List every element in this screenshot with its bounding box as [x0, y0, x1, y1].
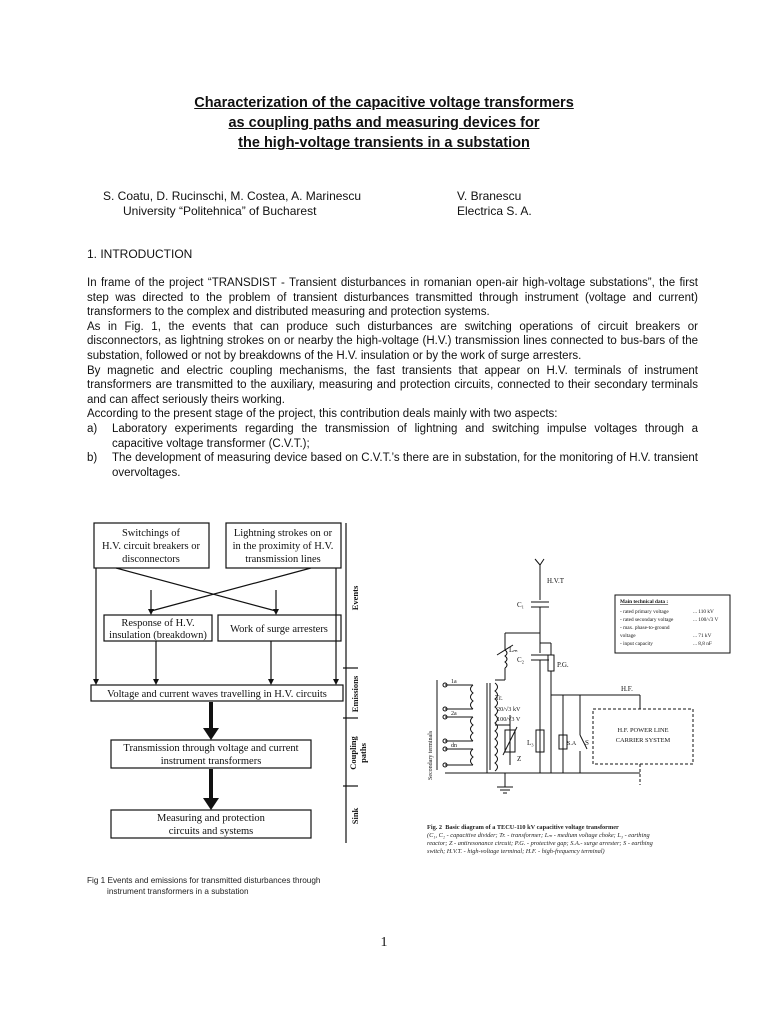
label-c1: C₁	[517, 601, 525, 609]
label-ratio-1: 20/√3 kV	[497, 706, 521, 713]
fig2-caption-head: Basic diagram of a TECU-110 kV capacitive voltage transformer	[445, 824, 619, 831]
paragraph: In frame of the project “TRANSDIST - Transient disturbances in romanian open-air high-voltage substations”, the first step was directed to the problem of transient disturbances transmitted through instrument (voltage and current) transformers to the complex and distributed measuring and protection systems.	[87, 277, 698, 319]
data-key: - rated secondary voltage	[620, 617, 674, 623]
list-text: Laboratory experiments regarding the transmission of lightning and switching impulse voltages through a capacitive voltage transformer (C.V.T.);	[112, 422, 698, 450]
label-pg: P.G.	[557, 661, 569, 669]
fig1-caption-line-1: Fig 1 Events and emissions for transmitted disturbances through	[87, 876, 321, 885]
fig2-caption-title: Fig. 2	[427, 824, 443, 831]
list-item	[87, 451, 698, 480]
data-value: ... 110 kV	[693, 609, 714, 615]
list-label: b)	[87, 452, 98, 465]
label-hf: H.F.	[621, 685, 633, 693]
figure-2-caption	[427, 824, 747, 856]
fig2-caption-line-3: switch; H.V.T. - high-voltage terminal; H.F. - high-frequency terminal)	[427, 848, 605, 855]
authors-left	[103, 189, 361, 219]
figure-1-caption	[87, 875, 387, 897]
label-dn: dn	[451, 743, 457, 749]
list-text: The development of measuring device based on C.V.T.’s there are in substation, for the monitoring of H.V. transient overvoltages.	[112, 452, 698, 479]
list-label: a)	[87, 422, 98, 435]
data-key: voltage	[620, 633, 636, 639]
response-line-1: Response of H.V.	[121, 618, 195, 629]
label-hvt: H.V.T	[547, 577, 564, 585]
lightning-line-3: transmission lines	[245, 554, 321, 565]
data-title: Main technical data :	[620, 599, 669, 605]
side-label-coupling: Coupling	[348, 736, 358, 770]
label-tr: Tr.	[495, 694, 503, 702]
measuring-line-1: Measuring and protection	[157, 813, 265, 824]
measuring-line-2: circuits and systems	[168, 826, 254, 837]
section-heading: 1. INTRODUCTION	[87, 247, 193, 261]
introduction-body	[87, 276, 698, 480]
hf-box-line-1: H.F. POWER LINE	[617, 727, 669, 734]
data-value: ... 71 kV	[693, 633, 712, 639]
label-c2: C₂	[517, 656, 525, 664]
paragraph: By magnetic and electric coupling mechanisms, the fast transients that appear on H.V. terminals of instrument transformers are transmitted to the auxiliary, measuring and protection circuits, connected to their secondary terminals and can affect seriously theirs working.	[87, 364, 698, 406]
figure-1-diagram	[86, 518, 376, 848]
switchings-line-2: H.V. circuit breakers or	[101, 541, 201, 552]
label-z: Z	[517, 755, 522, 763]
data-key: - input capacity	[620, 641, 653, 647]
author-names-left: S. Coatu, D. Rucinschi, M. Costea, A. Marinescu	[103, 189, 362, 203]
side-label-paths: paths	[358, 743, 368, 763]
data-value: ... 100/√3 V	[693, 617, 719, 623]
label-secondary-terminals: Secondary terminals	[428, 730, 434, 780]
lightning-line-1: Lightning strokes on or	[233, 528, 333, 539]
fig2-caption-line-1: (C₁, C₂ - capacitive divider; Tr. - transformer; Lₘ - medium voltage choke; L₃ - earthing	[427, 832, 650, 839]
label-s: S	[585, 739, 589, 747]
hf-box-line-2: CARRIER SYSTEM	[615, 737, 671, 744]
data-value: ... 8,8 nF	[693, 641, 712, 647]
data-key: - rated primary voltage	[620, 609, 669, 615]
label-ratio-2: 100/√3 V	[497, 716, 521, 723]
figure-2-circuit	[425, 555, 745, 823]
paper-title	[0, 93, 768, 153]
list-item	[87, 422, 698, 451]
paragraph: As in Fig. 1, the events that can produce such disturbances are switching operations of circuit breakers or disconnectors, as lightning strokes on or nearby the high-voltage (H.V.) transmission lines connected to bus-bars of the substation, followed or not by breakdowns of the H.V. insulation or by the work of surge arresters.	[87, 320, 698, 362]
title-line-2: as coupling paths and measuring devices for	[228, 115, 540, 131]
label-1a: 1a	[451, 679, 457, 685]
switchings-line-1: Switchings of	[121, 528, 181, 539]
label-sa: S.A	[567, 741, 577, 747]
surge-label: Work of surge arresters	[230, 624, 328, 635]
paragraph: According to the present stage of the project, this contribution deals mainly with two aspects:	[87, 408, 558, 421]
author-affiliation-left: University “Politehnica” of Bucharest	[123, 204, 317, 218]
title-line-1: Characterization of the capacitive voltage transformers	[194, 95, 574, 111]
technical-data-table	[620, 599, 718, 647]
switchings-line-3: disconnectors	[122, 554, 180, 565]
side-label-sink: Sink	[350, 807, 360, 825]
author-names-right: V. Branescu	[457, 189, 522, 203]
label-l3: L₃	[527, 739, 534, 747]
author-affiliation-right: Electrica S. A.	[457, 204, 532, 218]
data-key: - max. phase-to-ground	[620, 625, 670, 631]
authors-right	[457, 189, 532, 219]
label-2a: 2a	[451, 711, 457, 717]
side-label-events: Events	[350, 585, 360, 611]
waves-label: Voltage and current waves travelling in H.V. circuits	[107, 689, 327, 700]
response-line-2: insulation (breakdown)	[109, 630, 207, 641]
title-line-3: the high-voltage transients in a substation	[238, 135, 530, 151]
fig1-caption-line-2: instrument transformers in a substation	[107, 887, 249, 896]
side-label-emissions: Emissions	[350, 675, 360, 713]
fig2-caption-line-2: reactor; Z - antiresonance circuit; P.G. - protective gap; S.A.- surge arrester; S - earthing	[427, 840, 653, 847]
label-lm: Lₘ	[509, 646, 518, 654]
page-number: 1	[380, 935, 388, 950]
transmission-line-1: Transmission through voltage and current	[123, 743, 299, 754]
lightning-line-2: in the proximity of H.V.	[232, 541, 334, 552]
transmission-line-2: instrument transformers	[160, 756, 262, 767]
